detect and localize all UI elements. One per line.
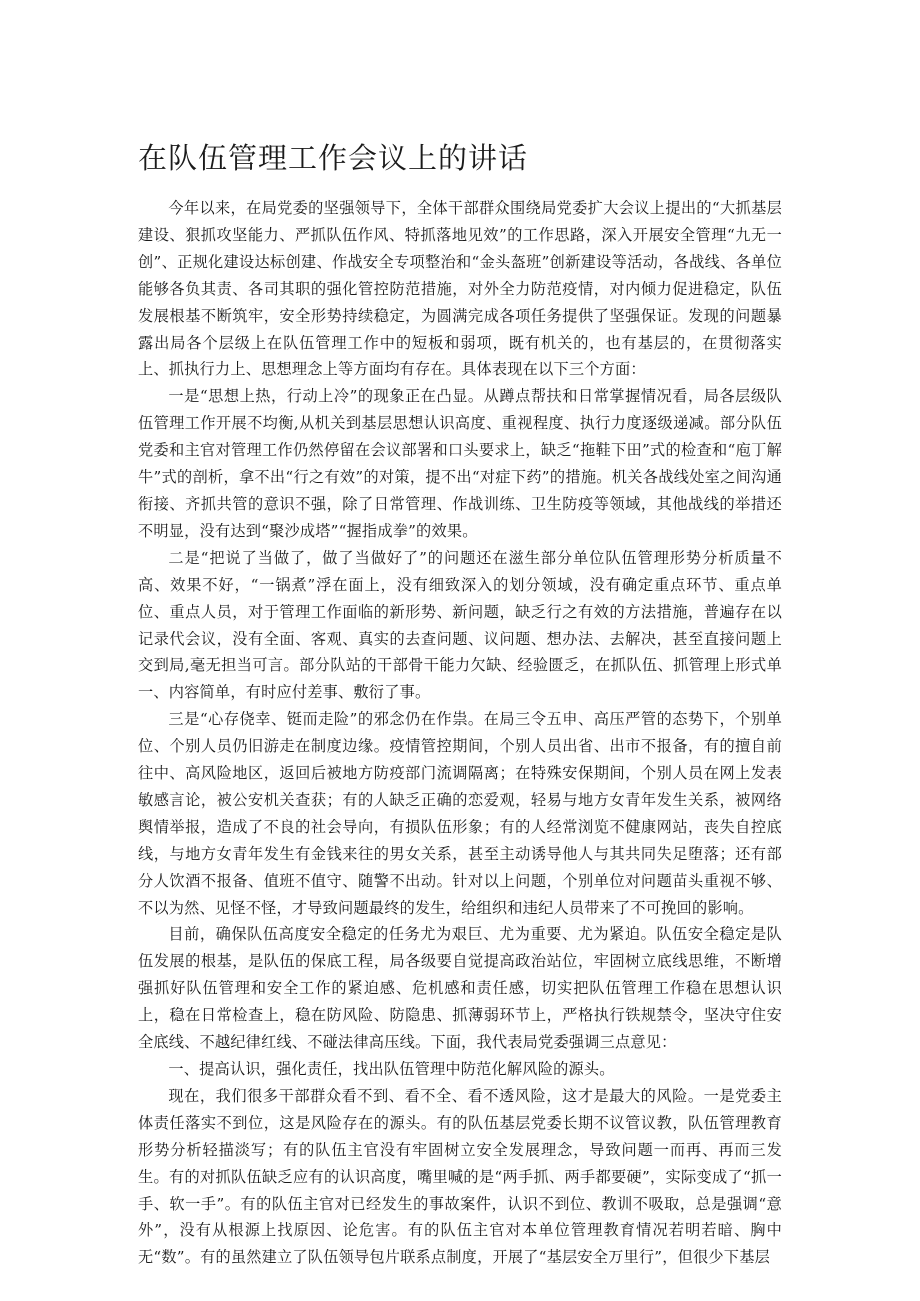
paragraph-point-one: 一是“思想上热，行动上冷”的现象正在凸显。从蹲点帮扶和日常掌握情况看，局各层级队伍管理工作开展不均衡,从机关到基层思想认识高度、重视程度、执行力度逐级递减。部分队伍党委和主官对管理工作仍然停留在会议部署和口头要求上，缺乏“拖鞋下田”式的检查和“庖丁解牛”式的剖析，拿不出“行之有效”的对策，提不出“对症下药”的措施。机关各战线处室之间沟通衔接、齐抓共管的意识不强，除了日常管理、作战训练、卫生防疫等领域，其他战线的举措还不明显，没有达到“聚沙成塔”“握指成拳”的效果。 (138, 387, 782, 540)
document-page (138, 138, 782, 1271)
document-title: 在队伍管理工作会议上的讲话 (138, 141, 529, 175)
paragraph-risk-awareness: 现在，我们很多干部群众看不到、看不全、看不透风险，这才是最大的风险。一是党委主体责任落实不到位，这是风险存在的源头。有的队伍基层党委长期不议管议教，队伍管理教育形势分析轻描淡写；有的队伍主官没有牢固树立安全发展理念，导致问题一而再、再而三发生。有的对抓队伍缺乏应有的认识高度，嘴里喊的是“两手抓、两手都要硬”，实际变成了“抓一手、软一手”。有的队伍主官对已经发生的事故案件，认识不到位、教训不吸取，总是强调“意外”，没有从根源上找原因、论危害。有的队伍主官对本单位管理教育情况若明若暗、胸中无“数”。有的虽然建立了队伍领导包片联系点制度，开展了“基层安全万里行”，但很少下基层 (138, 1086, 782, 1267)
section-heading-one: 一、提高认识，强化责任，找出队伍管理中防范化解风险的源头。 (168, 1060, 615, 1078)
paragraph-current-task: 目前，确保队伍高度安全稳定的任务尤为艰巨、尤为重要、尤为紧迫。队伍安全稳定是队伍发展的根基，是队伍的保底工程，局各级要自觉提高政治站位，牢固树立底线思维，不断增强抓好队伍管理和安全工作的紧迫感、危机感和责任感，切实把队伍管理工作稳在思想认识上，稳在日常检查上，稳在防风险、防隐患、抓薄弱环节上，严格执行铁规禁令，坚决守住安全底线、不越纪律红线、不碰法律高压线。下面，我代表局党委强调三点意见： (138, 925, 782, 1052)
paragraph-point-three: 三是“心存侥幸、铤而走险”的邪念仍在作祟。在局三令五申、高压严管的态势下，个别单位、个别人员仍旧游走在制度边缘。疫情管控期间，个别人员出省、出市不报备，有的擅自前往中、高风险地区，返回后被地方防疫部门流调隔离；在特殊安保期间，个别人员在网上发表敏感言论，被公安机关查获；有的人缺乏正确的恋爱观，轻易与地方女青年发生关系，被网络舆情举报，造成了不良的社会导向，有损队伍形象；有的人经常浏览不健康网站，丧失自控底线，与地方女青年发生有金钱来往的男女关系，甚至主动诱导他人与其共同失足堕落；还有部分人饮酒不报备、值班不值守、随警不出动。针对以上问题，个别单位对问题苗头重视不够、不以为然、见怪不怪，才导致问题最终的发生，给组织和违纪人员带来了不可挽回的影响。 (138, 710, 782, 917)
paragraph-intro: 今年以来，在局党委的坚强领导下，全体干部群众围绕局党委扩大会议上提出的“大抓基层建设、狠抓攻坚能力、严抓队伍作风、特抓落地见效”的工作思路，深入开展安全管理“九无一创”、正规化建设达标创建、作战安全专项整治和“金头盔班”创新建设等活动，各战线、各单位能够各负其责、各司其职的强化管控防范措施，对外全力防范疫情，对内倾力促进稳定，队伍发展根基不断筑牢，安全形势持续稳定，为圆满完成各项任务提供了坚强保证。发现的问题暴露出局各个层级上在队伍管理工作中的短板和弱项，既有机关的，也有基层的，在贯彻落实上、抓执行力上、思想理念上等方面均有存在。具体表现在以下三个方面： (138, 199, 782, 379)
paragraph-point-two: 二是“把说了当做了，做了当做好了”的问题还在滋生部分单位队伍管理形势分析质量不高、效果不好，“一锅煮”浮在面上，没有细致深入的划分领域，没有确定重点环节、重点单位、重点人员，对于管理工作面临的新形势、新问题，缺乏行之有效的方法措施，普遍存在以记录代会议，没有全面、客观、真实的去查问题、议问题、想办法、去解决，甚至直接问题上交到局,毫无担当可言。部分队站的干部骨干能力欠缺、经验匮乏，在抓队伍、抓管理上形式单一、内容简单，有时应付差事、敷衍了事。 (138, 548, 782, 702)
